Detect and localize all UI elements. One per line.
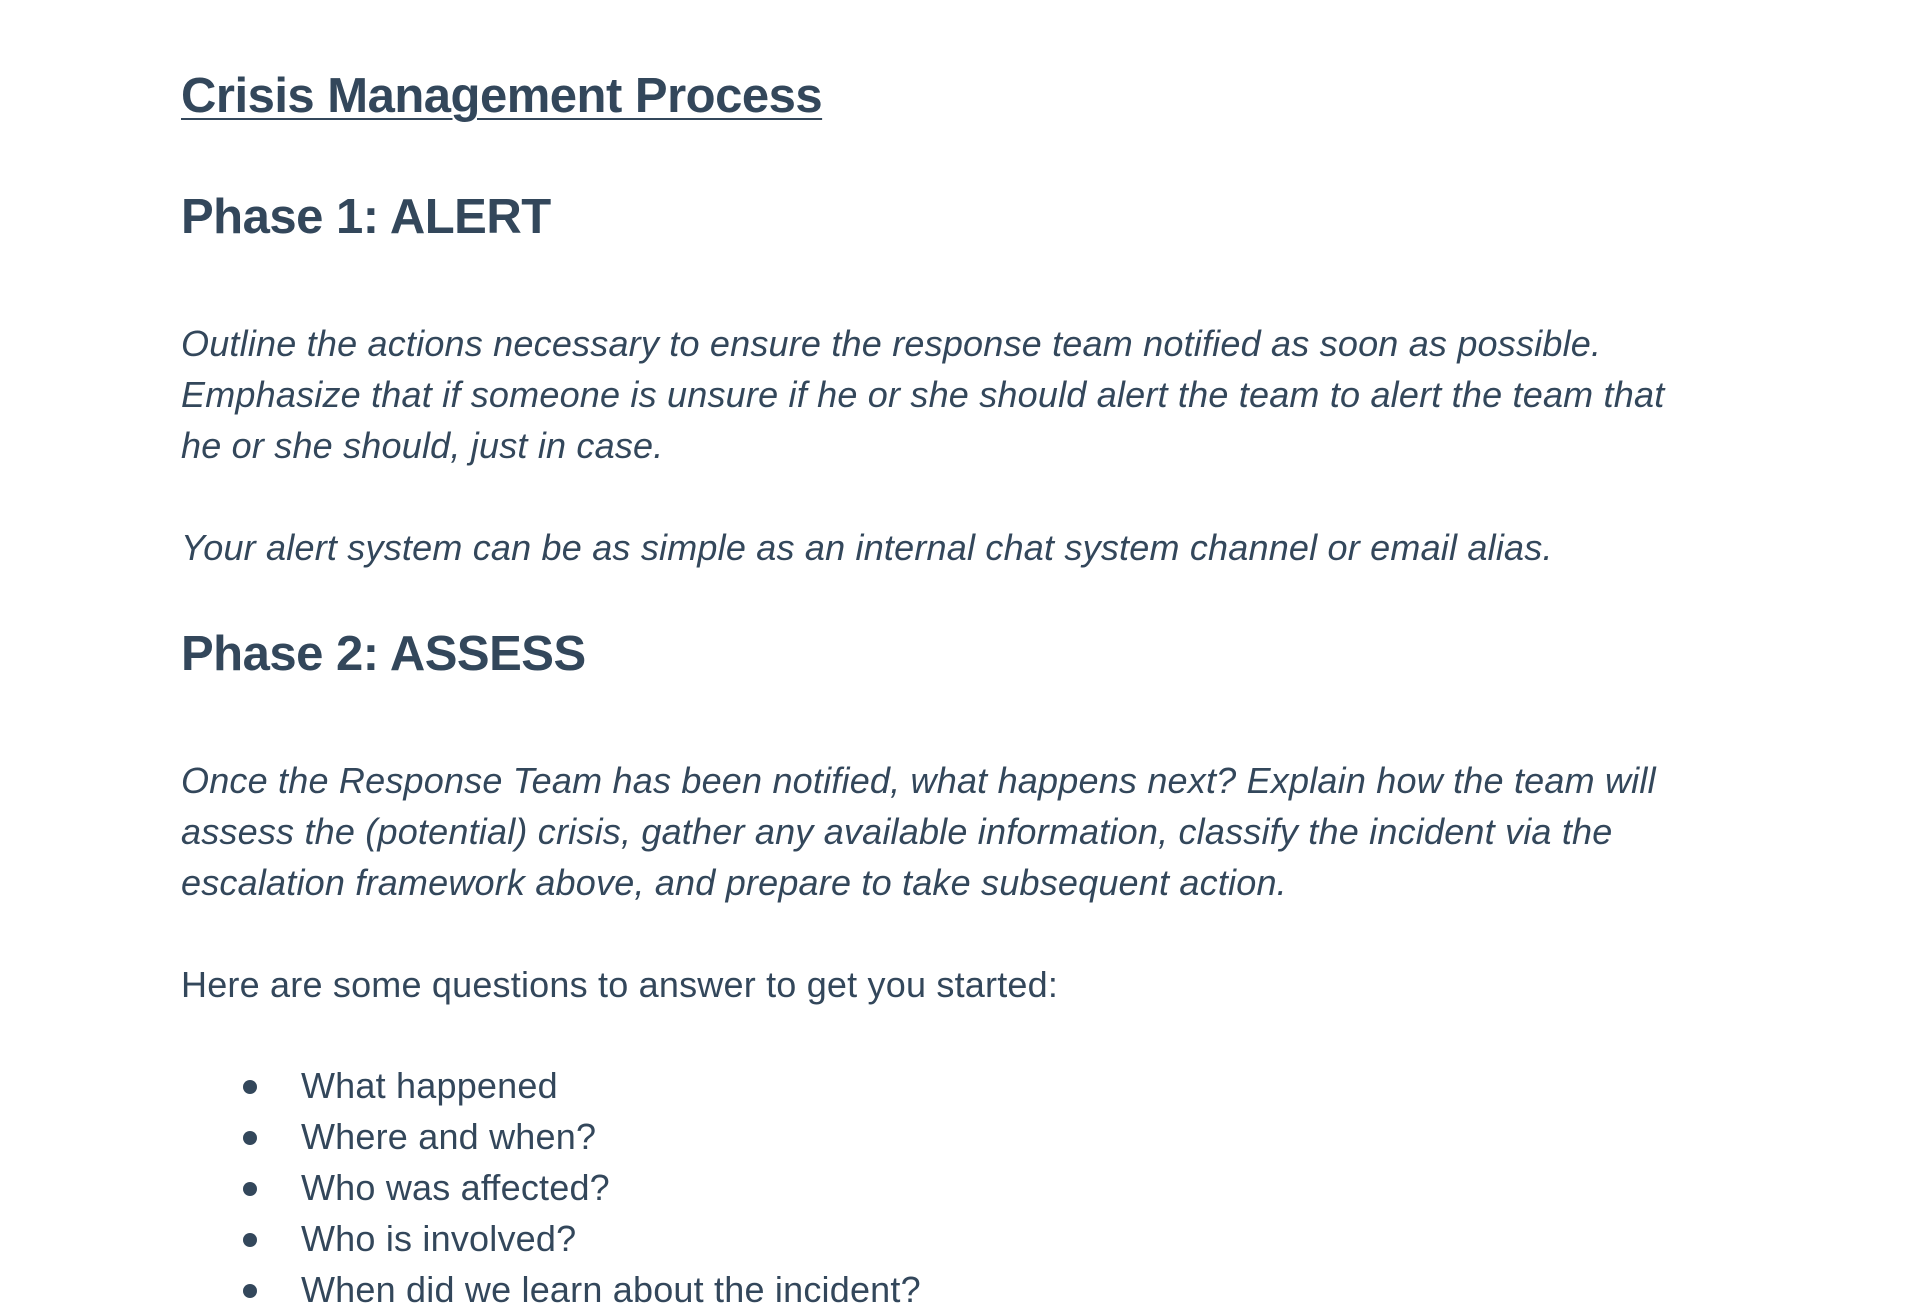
document-title: Crisis Management Process xyxy=(181,69,823,123)
question-text: Where and when? xyxy=(301,1116,597,1157)
list-item xyxy=(181,1162,921,1213)
bullet-icon xyxy=(243,1080,257,1094)
bullet-icon xyxy=(243,1233,257,1247)
phase1-alert-system-note: Your alert system can be as simple as an internal chat system channel or email alias. xyxy=(181,527,1553,568)
document-page xyxy=(181,0,1781,1310)
bullet-icon xyxy=(243,1131,257,1145)
phase2-heading: Phase 2: ASSESS xyxy=(181,627,586,681)
phase2-description-line: escalation framework above, and prepare to take subsequent action. xyxy=(181,862,1287,903)
question-text: Who is involved? xyxy=(301,1218,577,1259)
phase1-heading: Phase 1: ALERT xyxy=(181,190,551,244)
bullet-icon xyxy=(243,1182,257,1196)
phase1-description-line: Emphasize that if someone is unsure if he or she should alert the team to alert the team that xyxy=(181,374,1665,415)
phase1-description xyxy=(181,318,1741,471)
list-item xyxy=(181,1111,921,1162)
question-text: Who was affected? xyxy=(301,1167,610,1208)
question-text: When did we learn about the incident? xyxy=(301,1269,921,1310)
list-item xyxy=(181,1060,921,1111)
phase2-description xyxy=(181,755,1741,908)
question-text: What happened xyxy=(301,1065,558,1106)
phase2-description-line: Once the Response Team has been notified, what happens next? Explain how the team will xyxy=(181,760,1656,801)
bullet-icon xyxy=(243,1284,257,1298)
list-item xyxy=(181,1264,921,1315)
question-list xyxy=(181,1060,921,1315)
phase1-description-line: Outline the actions necessary to ensure the response team notified as soon as possible. xyxy=(181,323,1602,364)
phase1-description-line: he or she should, just in case. xyxy=(181,425,664,466)
phase2-intro: Here are some questions to answer to get you started: xyxy=(181,964,1059,1005)
phase2-description-line: assess the (potential) crisis, gather any available information, classify the incident via the xyxy=(181,811,1613,852)
list-item xyxy=(181,1213,921,1264)
